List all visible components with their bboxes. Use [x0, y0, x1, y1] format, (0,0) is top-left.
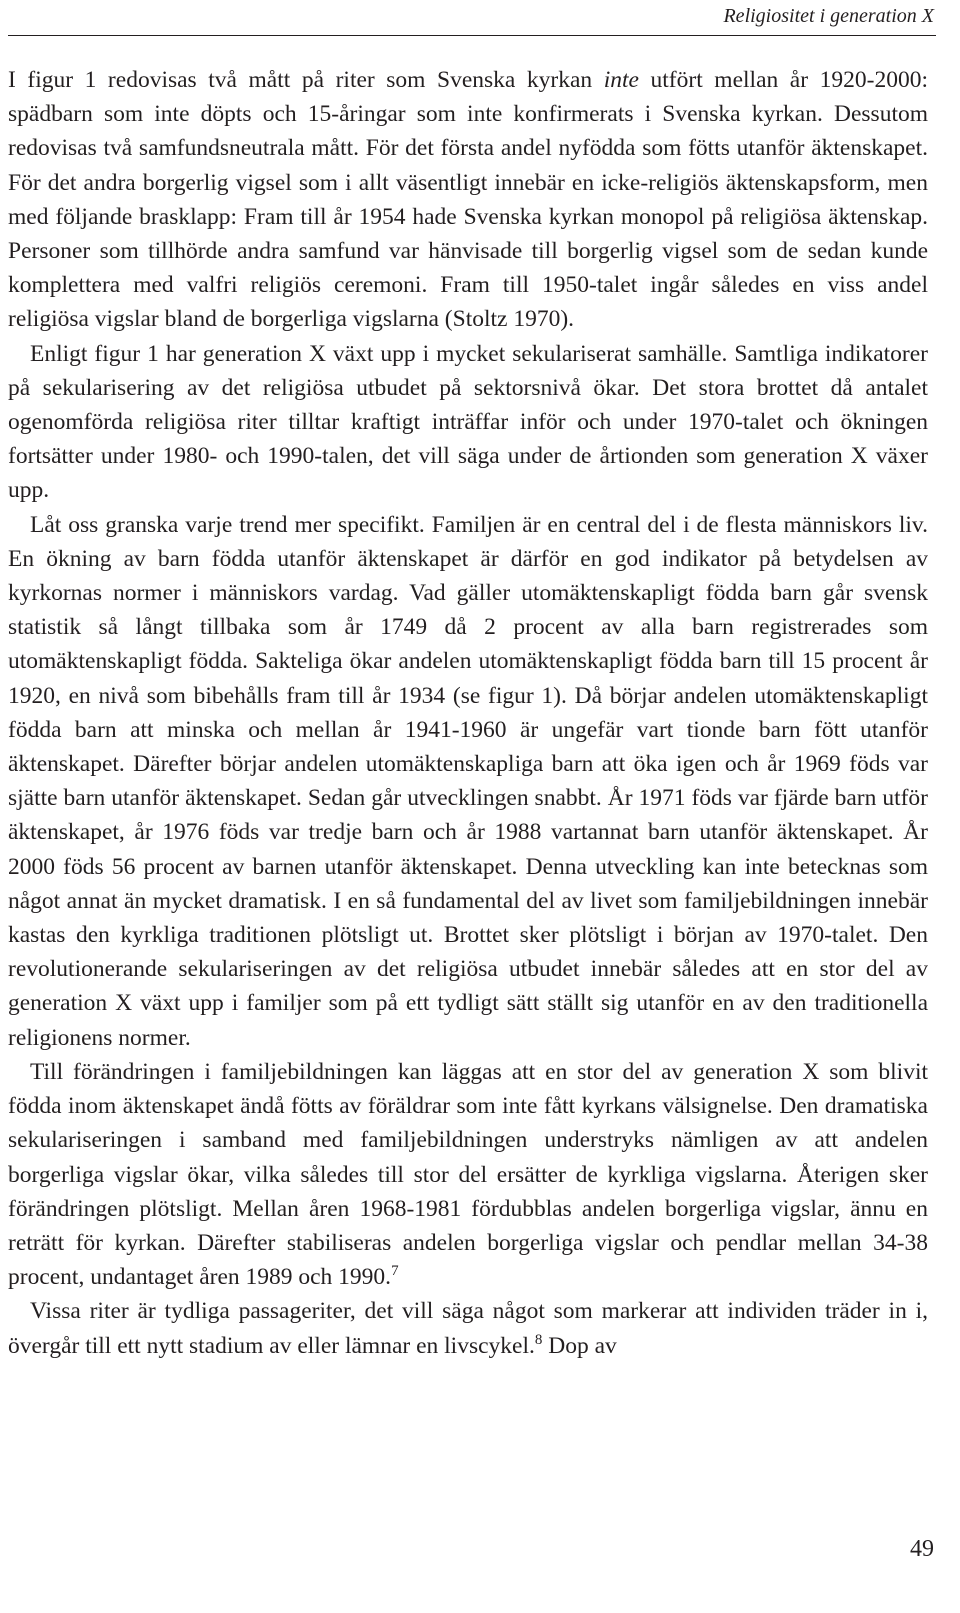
- footnote-ref-8: 8: [534, 1331, 543, 1348]
- running-head: Religiositet i generation X: [723, 5, 934, 27]
- paragraph-1: [8, 63, 928, 337]
- paragraph-5: [8, 1294, 928, 1362]
- text-run: Till förändringen i familjebildningen kan läggas att en stor del av generation X som blivit födda inom äktenskapet ändå fötts av föräldrar som inte fått kyrkans välsignelse. Den dramatiska sekulariseringen i samband med familjebildningen understryks nämligen av att andelen borgerliga vigslar ökar, vilka således till stor del ersätter de kyrkliga vigslarna. Återigen sker förändringen plötsligt. Mellan åren 1968-1981 fördubblas andelen borgerliga vigslar, ännu en reträtt för kyrkan. Därefter stabiliseras andelen borgerliga vigslar och pendlar mellan 34-38 procent, undantaget åren 1989 och 1990.: [8, 1058, 928, 1291]
- paragraph-4: [8, 1055, 928, 1294]
- text-run: utfört mellan år 1920-2000: spädbarn som inte döpts och 15-åringar som inte konfirmerats i Svenska kyrkan. Dessutom redovisas två samfundsneutrala mått. För det första andel nyfödda som fötts utanför äktenskapet. För det andra borgerlig vigsel som i allt väsentligt innebär en icke-religiös äktenskapsform, men med följande brasklapp: Fram till år 1954 hade Svenska kyrkan monopol på religiösa äktenskap. Personer som tillhörde andra samfund var hänvisade till borgerlig vigsel som de sedan kunde komplettera med valfri religiös ceremoni. Fram till 1950-talet ingår således en viss andel religiösa vigslar bland de borgerliga vigslarna (Stoltz 1970).: [8, 67, 928, 333]
- paragraph-3: [8, 508, 928, 1055]
- text-run: Vissa riter är tydliga passageriter, det vill säga något som markerar att individen träder in i, övergår till ett nytt stadium av eller lämnar en livscykel.: [8, 1298, 928, 1359]
- emphasis-inte: inte: [603, 67, 639, 93]
- header-rule: [8, 35, 936, 36]
- page-number: 49: [910, 1536, 934, 1562]
- text-run: Låt oss granska varje trend mer specifikt. Familjen är en central del i de flesta människors liv. En ökning av barn födda utanför äktenskapet är därför en god indikator på betydelsen av kyrkornas normer i människors vardag. Vad gäller utomäktenskapligt födda barn går svensk statistik så långt tillbaka som år 1749 då 2 procent av alla barn registrerades som utomäktenskapligt födda. Sakteliga ökar andelen utomäktenskapligt födda barn till 15 procent år 1920, en nivå som bibehålls fram till år 1934 (se figur 1). Då börjar andelen utomäktenskapligt födda barn att minska och mellan år 1941-1960 är ungefär vart tionde barn fött utanför äktenskapet. Därefter börjar andelen utomäktenskapliga barn att öka igen och år 1969 föds var sjätte barn utanför äktenskapet. Sedan går utvecklingen snabbt. År 1971 föds var fjärde barn utför äktenskapet, år 1976 föds var tredje barn och år 1988 vartannat barn utanför äktenskapet. År 2000 föds 56 procent av barnen utanför äktenskapet. Denna utveckling kan inte betecknas som något annat än mycket dramatisk. I en så fundamental del av livet som familjebildningen innebär kastas den kyrkliga traditionen plötsligt ut. Brottet sker plötsligt i början av 1970-talet. Den revolutionerande sekulariseringen av det religiösa utbudet innebär således att en stor del av generation X växt upp i familjer som på ett tydligt sätt ställt sig utanför en av den traditionella religionens normer.: [8, 511, 928, 1051]
- text-run: Enligt figur 1 har generation X växt upp i mycket sekulariserat samhälle. Samtliga indikatorer på sekularisering av det religiösa utbudet på sektorsnivå ökar. Det stora brottet då antalet ogenomförda religiösa riter tilltar kraftigt inträffar inför och under 1970-talet och ökningen fortsätter under 1980- och 1990-talen, det vill säga under de årtionden som generation X växer upp.: [8, 340, 928, 504]
- text-run: I figur 1 redovisas två mått på riter som Svenska kyrkan: [8, 67, 604, 93]
- paragraph-2: [8, 337, 928, 508]
- body-text: [8, 63, 928, 1363]
- footnote-ref-7: 7: [391, 1263, 399, 1280]
- text-run: Dop av: [542, 1332, 617, 1359]
